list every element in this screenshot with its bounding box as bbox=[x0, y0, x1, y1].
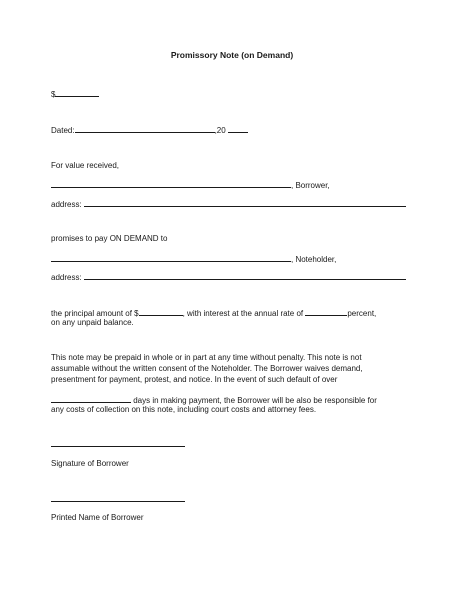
noteholder-line bbox=[51, 253, 336, 265]
interest-text: , with interest at the annual rate of bbox=[182, 309, 304, 318]
unpaid-balance-text: on any unpaid balance. bbox=[51, 318, 134, 327]
printed-name-label: Printed Name of Borrower bbox=[51, 513, 144, 522]
promise-text: promises to pay ON DEMAND to bbox=[51, 234, 168, 243]
value-received-text: For value received, bbox=[51, 161, 120, 170]
days-text: days in making payment, the Borrower will be also be responsible for bbox=[133, 396, 377, 405]
borrower-line bbox=[51, 179, 330, 191]
borrower-label: , Borrower, bbox=[291, 181, 330, 190]
amount-prefix: $ bbox=[51, 90, 56, 99]
amount-blank[interactable] bbox=[55, 88, 99, 97]
days-blank[interactable] bbox=[51, 394, 131, 403]
principal-blank[interactable] bbox=[139, 307, 183, 316]
costs-text: any costs of collection on this note, including court costs and attorney fees. bbox=[51, 405, 317, 414]
noteholder-address-line bbox=[51, 271, 406, 283]
amount-line bbox=[51, 88, 99, 100]
date-blank[interactable] bbox=[75, 124, 215, 133]
prepay-line-1: This note may be prepaid in whole or in part at any time without penalty. This note is not bbox=[51, 353, 362, 362]
prepay-line-2: assumable without the written consent of the Noteholder. The Borrower waives demand, bbox=[51, 364, 363, 373]
dated-label: Dated: bbox=[51, 126, 75, 135]
dated-line bbox=[51, 124, 248, 136]
borrower-name-blank[interactable] bbox=[51, 179, 291, 188]
percent-label: percent, bbox=[347, 309, 377, 318]
principal-prefix: the principal amount of $ bbox=[51, 309, 139, 318]
document-title: Promissory Note (on Demand) bbox=[170, 50, 294, 60]
interest-rate-blank[interactable] bbox=[305, 307, 347, 316]
printed-name-blank[interactable] bbox=[51, 501, 185, 502]
signature-blank[interactable] bbox=[51, 446, 185, 447]
noteholder-address-blank[interactable] bbox=[84, 271, 406, 280]
signature-label: Signature of Borrower bbox=[51, 459, 129, 468]
borrower-address-line bbox=[51, 198, 406, 210]
borrower-address-label: address: bbox=[51, 200, 82, 209]
noteholder-name-blank[interactable] bbox=[51, 253, 291, 262]
year-prefix: ,20 bbox=[214, 126, 226, 135]
noteholder-address-label: address: bbox=[51, 273, 82, 282]
noteholder-label: , Noteholder, bbox=[291, 255, 337, 264]
prepay-line-3: presentment for payment, protest, and notice. In the event of such default of over bbox=[51, 375, 338, 384]
year-blank[interactable] bbox=[228, 124, 248, 133]
borrower-address-blank[interactable] bbox=[84, 198, 406, 207]
